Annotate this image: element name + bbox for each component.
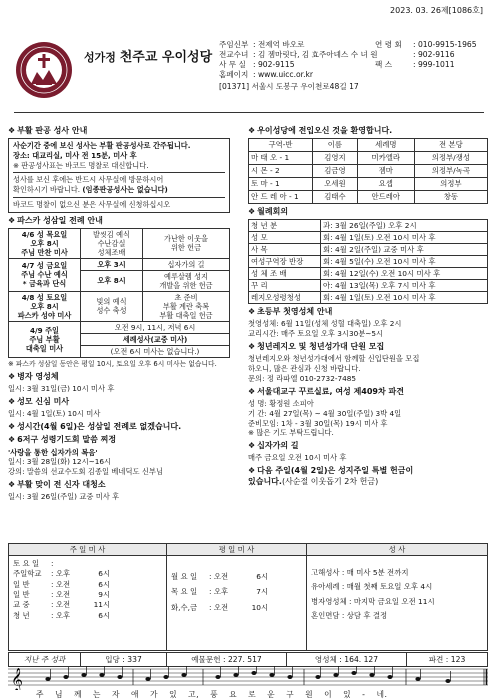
stats-offering: 예물문헌 : 227. 517 [167,653,287,666]
table-row: 토 마 - 1 오세원 요셉 의정부 [249,177,488,190]
table-row: 레지오성령청성 회: 4월 1일(토) 오전 10시 미사 후 [249,291,488,303]
table-row: 꾸 리 아: 4월 13일(목) 오후 7시 미사 후 [249,279,488,291]
sacraments-list: 고해성사 : 매 미사 5분 전까지 유아세례 : 매월 첫째 토요일 오후 4시 병자영성체 : 마지막 금요일 오전 11시 혼인면담 : 상담 후 결정 [307,556,488,651]
stations-title: ❖ 십자가의 길 [248,441,299,451]
sick-communion-text: 일시: 3월 31일(금) 10시 미사 후 [8,384,115,394]
table-row: 성 모 회: 4월 1일(토) 오전 10시 미사 후 [249,231,488,243]
left-column [8,123,230,502]
contact-info: 주임신부 : 전제억 바오로 연 령 회 : 010-9915-1965 전교수녀 : 김 젬마릿다, 김 효주아녜스 수 녀 원 : 902-9116 사 무 실 : 902-9115 팩 스 : 999-1011 홈페이지 : www.uicc.or.kr [01371] 서울시 도봉구 우이천로48길 17 [219,40,484,92]
welcome-title: ❖ 우이성당에 전입오신 것을 환영합니다. [248,126,393,135]
meetings-title: ❖ 월례회의 [248,206,289,216]
psalm-lyrics: 주 님 께 는 자 애 가 있 고, 풍 요 로 운 구 원 이 있 - 네. [36,690,388,699]
welcome-header: 전 본당 [414,139,487,151]
weekday-mass-list: 월 요 일 : 오전 6시 목 요 일 : 오후 7시 화,수,금 : 오전 10시 [167,556,307,651]
stations-text: 매주 금요일 오전 10시 미사 후 [248,453,347,463]
weekly-stats [8,652,488,667]
first-communion-title: ❖ 초등부 첫영성체 안내 [248,306,333,316]
stats-label: 지난 주 성과 [9,653,81,666]
bulletin-header [14,40,484,115]
table-row: 사 목 회: 4월 2일(주일) 교중 미사 후 [249,243,488,255]
schedule-header: 주 일 미 사 [9,544,167,556]
meetings-table [248,219,488,304]
table-row: 성 체 조 배 회: 4월 12일(수) 오전 10시 미사 후 [249,267,488,279]
cursillo-text: 성 명: 황정원 소피아 기 간: 4월 27일(목) ~ 4월 30일(주일) 3박 4일 준비모임: 1차 - 3월 30일(목) 19시 미사 후 ※ 많은 기도 부탁드립니다. [248,398,402,438]
easter-confession-box: 사순기간 중에 보신 성사는 부활 판공성사로 간주됩니다. 장소: 대교리실, 미사 전 15분, 미사 후 ※ 판공성사표는 바코드 명찰로 대신합니다. 성사를 보신 후에는 반드시 사무실에 방문하시어 확인하시기 바랍니다. (임종판공성사는 없습니다) 바코드 명찰이 없으신 분은 사무실에 신청하십시오 [8,138,230,212]
sick-communion-title: ❖ 병자 영성체 [8,371,59,381]
youth-recruit-title: ❖ 청년레지오 및 청년성가대 단원 모집 [248,341,385,351]
issue-date: 2023. 03. 26제[1086호] [390,6,483,15]
right-column [248,123,488,489]
welcome-header: 구역-반 [249,139,313,151]
bible-study-title: ❖ 6저구 성령기도회 말씀 찌정 [8,435,117,445]
cleanup-title: ❖ 부활 맞이 전 신자 대청소 [8,480,106,490]
cursillo-title: ❖ 서울대교구 꾸르실료, 여성 제409차 파견 [248,386,404,396]
holy-hour-notice: ❖ 성시간(4월 6일)은 성삼일 전례로 없겠습니다. [8,422,182,432]
sunday-mass-list: 토 요 일 : 주일학교 : 오후 6시 일 반 : 오전 6시 일 반 : 오전 9시 교 중 : 오전 11시 청 년 : 오후 6시 [9,556,167,651]
schedule-header: 성 사 [307,544,488,556]
marian-mass-title: ❖ 성모 신심 미사 [8,397,70,407]
schedule-header: 평 일 미 사 [167,544,307,556]
svg-text:𝄞: 𝄞 [11,667,23,690]
table-row: 마 태 오 - 1 김영지 미카엘라 의정부/쟁성 [249,151,488,164]
stats-dispatch: 파견 : 123 [428,654,466,664]
table-row: 시 몬 - 2 김금영 젬마 의정부/녹곡 [249,164,488,177]
next-week-notice: ❖ 다음 주일(4월 2일)은 성지주일 특별 헌금이 있습니다.(사순절 이웃돕기 2차 헌금) [248,466,414,486]
bible-study-text: '사랑을 통한 십자가의 복음' 일시: 3월 28일(화) 12시~16시 강의: 말씀의 선교수도회 김종일 베네딕도 신부님 [8,447,164,477]
psalm-music [8,666,488,700]
first-communion-text: 첫영성체: 6월 11일(성체 성혈 대축일) 오후 2시 교리시간: 매주 토요일 오후 3시30분~5시 [248,319,402,339]
music-staff-icon [8,666,488,690]
mass-schedule [8,543,488,651]
easter-confession-title: ❖ 부활 판공 성사 안내 [8,126,88,135]
welcome-header: 이름 [313,139,358,151]
church-address: [01371] 서울시 도봉구 우이천로48길 17 [219,82,359,92]
header-divider [14,112,484,113]
cleanup-text: 일시: 3월 26일(주일) 교중 미사 후 [8,492,120,502]
table-row: 청 년 분 과: 3월 26일(주일) 오후 2시 [249,219,488,231]
church-seal-icon [14,40,74,100]
welcome-table [248,138,488,203]
marian-mass-text: 일시: 4월 1일(토) 10시 미사 [8,409,101,419]
stats-attendance: 입당 : 337 [81,653,167,666]
triduum-note: ※ 파스카 성삼일 동안은 평일 10시, 토요일 오후 6시 미사는 없습니다. [8,359,217,368]
welcome-header: 세례명 [357,139,414,151]
church-name: 성가정 천주교 우이성당 [84,50,213,65]
table-row: 안 드 레 아 - 1 김태수 안드레아 창동 [249,190,488,203]
table-row: 여성구역장 반장 회: 4월 5일(수) 오전 10시 미사 후 [249,255,488,267]
youth-recruit-text: 청년레지오와 청년성가대에서 함께할 신입단원을 모집 하오니, 많은 관심과 신청 바랍니다. 문의: 정 라파엘 010-2732-7485 [248,354,420,383]
triduum-table: 4/6 성 목요일 오후 8시 주님 만찬 미사 발씻김 예식 수난감실 성체조배 가난한 이웃을 위한 헌금 4/7 성 금요일 주님 수난 예식 * 금육과 단식 오후 3시 십자가의 길 오후 8시 예루살렘 성지 개발을 위한 헌금 4/8 성 토요일 오후 8시 파스카 성야 미사 빛의 예식 성수 축성 초 준비 부활 계란 축복 부활 대축일 헌금 4/9 주일 주님 부활 대축일 미사 오전 9시, 11시, 저녁 6시 세례성사(교중 미사) (오전 6시 미사는 없습니다.) [8,228,230,358]
stats-communion: 영성체 : 164. 127 [287,653,407,666]
triduum-title: ❖ 파스카 성삼일 전례 안내 [8,215,103,225]
